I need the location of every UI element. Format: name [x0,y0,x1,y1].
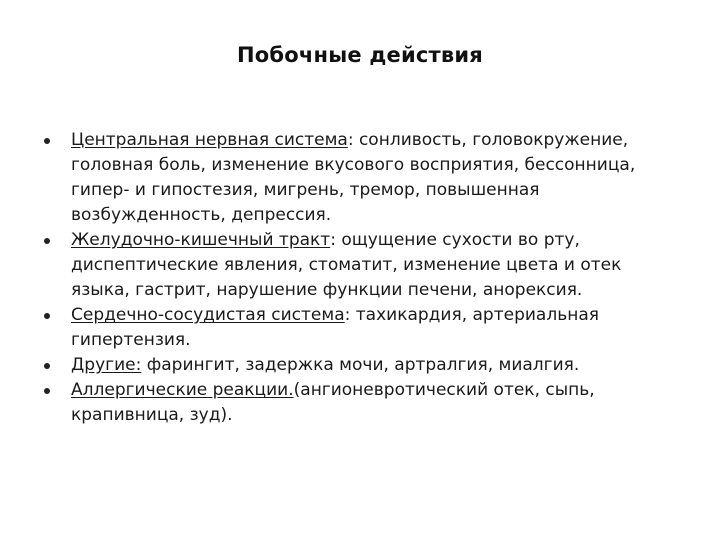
bullet-icon [44,138,50,144]
list-item-other [44,353,684,378]
item-term: Другие: [71,355,142,375]
item-term: Желудочно-кишечный тракт [71,230,331,250]
side-effects-list [44,128,684,428]
item-text: : сонливость, головокружение, головная боль, изменение вкусового восприятия, бессонница, гипер- и гипостезия, мигрень, тремор, повышенная возбужденность, депрессия. [71,130,636,225]
item-term: Сердечно-сосудистая система [71,305,345,325]
list-item-cardio [44,303,684,353]
item-text: фарингит, задержка мочи, артралгия, миалгия. [141,355,580,375]
item-text: : ощущение сухости во рту, диспептические явления, стоматит, изменение цвета и отек языка, гастрит, нарушение функции печени, анорексия. [71,230,622,300]
list-item-allergic [44,378,684,428]
bullet-icon [44,238,50,244]
item-text: : тахикардия, артериальная гипертензия. [71,305,599,350]
bullet-icon [44,363,50,369]
list-item-gi [44,228,684,303]
item-term: Центральная нервная система [71,130,348,150]
bullet-icon [44,388,50,394]
item-term: Аллергические реакции. [71,380,294,400]
bullet-icon [44,313,50,319]
slide-title: Побочные действия [237,43,483,67]
list-item-cns [44,128,684,228]
item-text: (ангионевротический отек, сыпь, крапивница, зуд). [71,380,595,425]
